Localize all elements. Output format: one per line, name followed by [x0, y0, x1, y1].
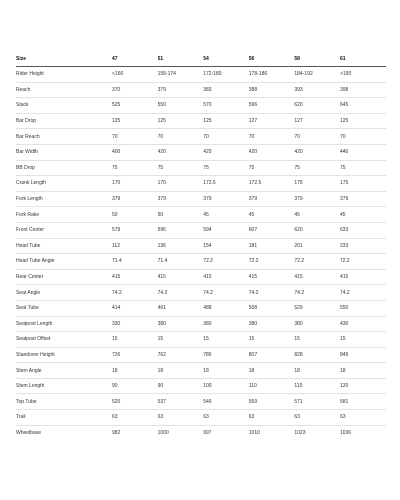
table-cell: 136	[158, 238, 204, 254]
row-label: Top Tube	[16, 394, 112, 410]
table-cell: 520	[112, 394, 158, 410]
table-cell: 125	[340, 113, 386, 129]
table-cell: 74.2	[249, 285, 295, 301]
header-size-label: Size	[16, 52, 112, 67]
table-cell: 415	[249, 269, 295, 285]
table-cell: 400	[112, 144, 158, 160]
table-cell: 112	[112, 238, 158, 254]
table-cell: 63	[112, 410, 158, 426]
table-cell: 71.4	[158, 254, 204, 270]
table-cell: 18	[340, 363, 386, 379]
table-cell: 71.4	[112, 254, 158, 270]
table-cell: 90	[158, 378, 204, 394]
table-cell: 398	[340, 82, 386, 98]
table-row	[16, 410, 386, 426]
table-row	[16, 82, 386, 98]
table-cell: 786	[203, 347, 249, 363]
table-cell: 75	[112, 160, 158, 176]
geometry-sheet	[16, 52, 386, 440]
table-cell: 488	[203, 300, 249, 316]
table-cell: 70	[112, 129, 158, 145]
table-cell: 172.5	[249, 176, 295, 192]
table-cell: 440	[340, 144, 386, 160]
table-row	[16, 254, 386, 270]
table-cell: 18	[158, 363, 204, 379]
table-row	[16, 222, 386, 238]
table-cell: 45	[294, 207, 340, 223]
table-cell: 420	[294, 144, 340, 160]
table-cell: 170	[112, 176, 158, 192]
table-cell: 70	[249, 129, 295, 145]
table-row	[16, 285, 386, 301]
table-cell: 379	[203, 191, 249, 207]
table-cell: 379	[158, 191, 204, 207]
table-cell: 18	[249, 363, 295, 379]
table-row	[16, 300, 386, 316]
table-cell: 45	[249, 207, 295, 223]
table-cell: 379	[249, 191, 295, 207]
table-cell: 72.2	[294, 254, 340, 270]
table-cell: 178-186	[249, 67, 295, 83]
table-cell: 379	[294, 191, 340, 207]
table-cell: 1036	[339, 429, 352, 436]
table-cell: 75	[249, 160, 295, 176]
table-cell: 172-180	[203, 67, 249, 83]
table-cell: 420	[158, 144, 204, 160]
table-cell: 158-174	[158, 67, 204, 83]
table-cell: 379	[340, 191, 386, 207]
row-label: Seat Tube	[16, 300, 112, 316]
table-cell: 72.2	[203, 254, 249, 270]
table-cell: 380	[294, 316, 340, 332]
table-cell: 849	[340, 347, 386, 363]
table-cell: 50	[112, 207, 158, 223]
table-cell: 570	[203, 98, 249, 114]
table-cell: 72.2	[249, 254, 295, 270]
table-cell: 1000	[157, 429, 169, 436]
row-label: Fork Length	[16, 191, 112, 207]
table-cell: 537	[158, 394, 204, 410]
table-cell: 15	[249, 332, 295, 348]
table-cell: 127	[294, 113, 340, 129]
table-cell: 110	[294, 378, 340, 394]
table-cell: 100	[203, 378, 249, 394]
header-size-61: 61	[340, 52, 386, 67]
table-header-row	[16, 52, 386, 67]
table-cell: 370	[112, 82, 158, 98]
table-row	[16, 176, 386, 192]
table-row	[16, 191, 386, 207]
table-cell: 596	[249, 98, 295, 114]
table-cell: 393	[294, 82, 340, 98]
table-row	[16, 67, 386, 83]
row-label: Head Tube Angle	[16, 254, 112, 270]
table-cell: 63	[158, 410, 204, 426]
row-label: Fork Rake	[16, 207, 112, 223]
row-label: Rider Height	[16, 67, 112, 83]
table-cell: 154	[203, 238, 249, 254]
table-cell: 571	[294, 394, 340, 410]
table-cell: 45	[340, 207, 386, 223]
row-label: Wheelbase	[16, 429, 42, 436]
table-cell: 579	[112, 222, 158, 238]
table-cell: 63	[249, 410, 295, 426]
row-label: Front Center	[16, 222, 112, 238]
table-cell: 125	[112, 113, 158, 129]
table-cell: 45	[203, 207, 249, 223]
table-row	[16, 269, 386, 285]
table-cell: 175	[340, 176, 386, 192]
row-label: Trail	[16, 410, 112, 426]
header-size-51: 51	[158, 52, 204, 67]
table-cell: 15	[158, 332, 204, 348]
table-cell: 201	[294, 238, 340, 254]
table-cell: 997	[203, 429, 212, 436]
table-cell: 15	[112, 332, 158, 348]
table-cell: 415	[158, 269, 204, 285]
table-cell: 74.2	[340, 285, 386, 301]
table-cell: 127	[249, 113, 295, 129]
table-cell: 645	[340, 98, 386, 114]
row-label: Seatpost Length	[16, 316, 112, 332]
table-cell: 379	[158, 82, 204, 98]
table-row	[16, 378, 386, 394]
table-cell: 415	[340, 269, 386, 285]
table-cell: 90	[112, 378, 158, 394]
table-cell: 125	[203, 113, 249, 129]
table-cell: 75	[294, 160, 340, 176]
table-row	[16, 425, 386, 440]
table-cell: 620	[294, 98, 340, 114]
table-row	[16, 129, 386, 145]
table-cell: 982	[112, 429, 121, 436]
table-cell: 380	[203, 316, 249, 332]
table-cell: 330	[112, 316, 158, 332]
table-cell: 420	[203, 144, 249, 160]
table-cell: 170	[158, 176, 204, 192]
row-label: Bar Drop	[16, 113, 112, 129]
table-cell: 1010	[248, 429, 260, 436]
table-cell: 415	[203, 269, 249, 285]
table-cell: 581	[340, 394, 386, 410]
table-row	[16, 394, 386, 410]
header-size-54: 54	[203, 52, 249, 67]
table-cell: 120	[340, 378, 386, 394]
row-label: Seat Angle	[16, 285, 112, 301]
table-cell: 70	[158, 129, 204, 145]
row-label: Stem Length	[16, 378, 112, 394]
table-cell: 1023	[294, 429, 306, 436]
table-cell: 388	[249, 82, 295, 98]
table-body	[16, 67, 386, 441]
table-row	[16, 332, 386, 348]
table-cell: 181	[249, 238, 295, 254]
table-cell: 508	[249, 300, 295, 316]
row-label: Reach	[16, 82, 112, 98]
table-cell: 75	[203, 160, 249, 176]
table-cell: 828	[294, 347, 340, 363]
table-cell: >190	[340, 67, 386, 83]
row-label: Stack	[16, 98, 112, 114]
row-label: Bar Reach	[16, 129, 112, 145]
table-row	[16, 238, 386, 254]
table-cell: 415	[294, 269, 340, 285]
table-cell: 529	[294, 300, 340, 316]
table-cell: 125	[158, 113, 204, 129]
table-cell: 414	[112, 300, 158, 316]
row-label: Standover Height	[16, 347, 112, 363]
table-cell: 380	[249, 316, 295, 332]
row-label: Head Tube	[16, 238, 112, 254]
table-row	[16, 160, 386, 176]
table-cell: 74.2	[158, 285, 204, 301]
table-cell: 550	[340, 300, 386, 316]
table-cell: 807	[249, 347, 295, 363]
table-cell: 63	[340, 410, 386, 426]
table-cell: 620	[294, 222, 340, 238]
table-cell: 607	[249, 222, 295, 238]
table-cell: 546	[203, 394, 249, 410]
table-cell: 15	[294, 332, 340, 348]
table-cell: 175	[294, 176, 340, 192]
table-row	[16, 98, 386, 114]
table-cell: 525	[112, 98, 158, 114]
table-row	[16, 113, 386, 129]
table-cell: 559	[249, 394, 295, 410]
table-row	[16, 316, 386, 332]
table-cell: 15	[340, 332, 386, 348]
geometry-table	[16, 52, 386, 440]
table-cell: 50	[158, 207, 204, 223]
table-cell: 110	[249, 378, 295, 394]
table-cell: 74.2	[112, 285, 158, 301]
row-label: BB Drop	[16, 160, 112, 176]
table-cell: 74.2	[294, 285, 340, 301]
table-cell: 70	[294, 129, 340, 145]
table-cell: 70	[340, 129, 386, 145]
table-cell: 74.2	[203, 285, 249, 301]
header-size-47: 47	[112, 52, 158, 67]
table-cell: 70	[203, 129, 249, 145]
table-cell: 550	[158, 98, 204, 114]
table-cell: 15	[203, 332, 249, 348]
table-cell: 75	[158, 160, 204, 176]
table-cell: 633	[340, 222, 386, 238]
table-cell: 18	[112, 363, 158, 379]
row-label: Rear Center	[16, 269, 112, 285]
table-cell: 762	[158, 347, 204, 363]
table-cell: 18	[294, 363, 340, 379]
table-cell: 726	[112, 347, 158, 363]
table-cell: 379	[112, 191, 158, 207]
row-label: Seatpost Offset	[16, 332, 112, 348]
row-label: Stem Angle	[16, 363, 112, 379]
table-cell: 72.2	[340, 254, 386, 270]
header-size-56: 56	[249, 52, 295, 67]
table-cell: 430	[340, 316, 386, 332]
table-cell: 420	[249, 144, 295, 160]
table-cell: 63	[203, 410, 249, 426]
table-cell: 380	[158, 316, 204, 332]
row-label: Bar Width	[16, 144, 112, 160]
table-row	[16, 363, 386, 379]
table-row	[16, 144, 386, 160]
table-cell: 75	[340, 160, 386, 176]
table-cell: 63	[294, 410, 340, 426]
table-cell: 461	[158, 300, 204, 316]
table-cell: <160	[112, 67, 158, 83]
table-cell: 383	[203, 82, 249, 98]
table-cell: 415	[112, 269, 158, 285]
table-cell: 596	[158, 222, 204, 238]
header-size-58: 58	[294, 52, 340, 67]
table-cell: 233	[340, 238, 386, 254]
row-label: Crank Length	[16, 176, 112, 192]
table-cell: 18	[203, 363, 249, 379]
table-cell: 172.5	[203, 176, 249, 192]
table-cell: 594	[203, 222, 249, 238]
table-cell: 184-192	[294, 67, 340, 83]
table-row	[16, 347, 386, 363]
table-row	[16, 207, 386, 223]
